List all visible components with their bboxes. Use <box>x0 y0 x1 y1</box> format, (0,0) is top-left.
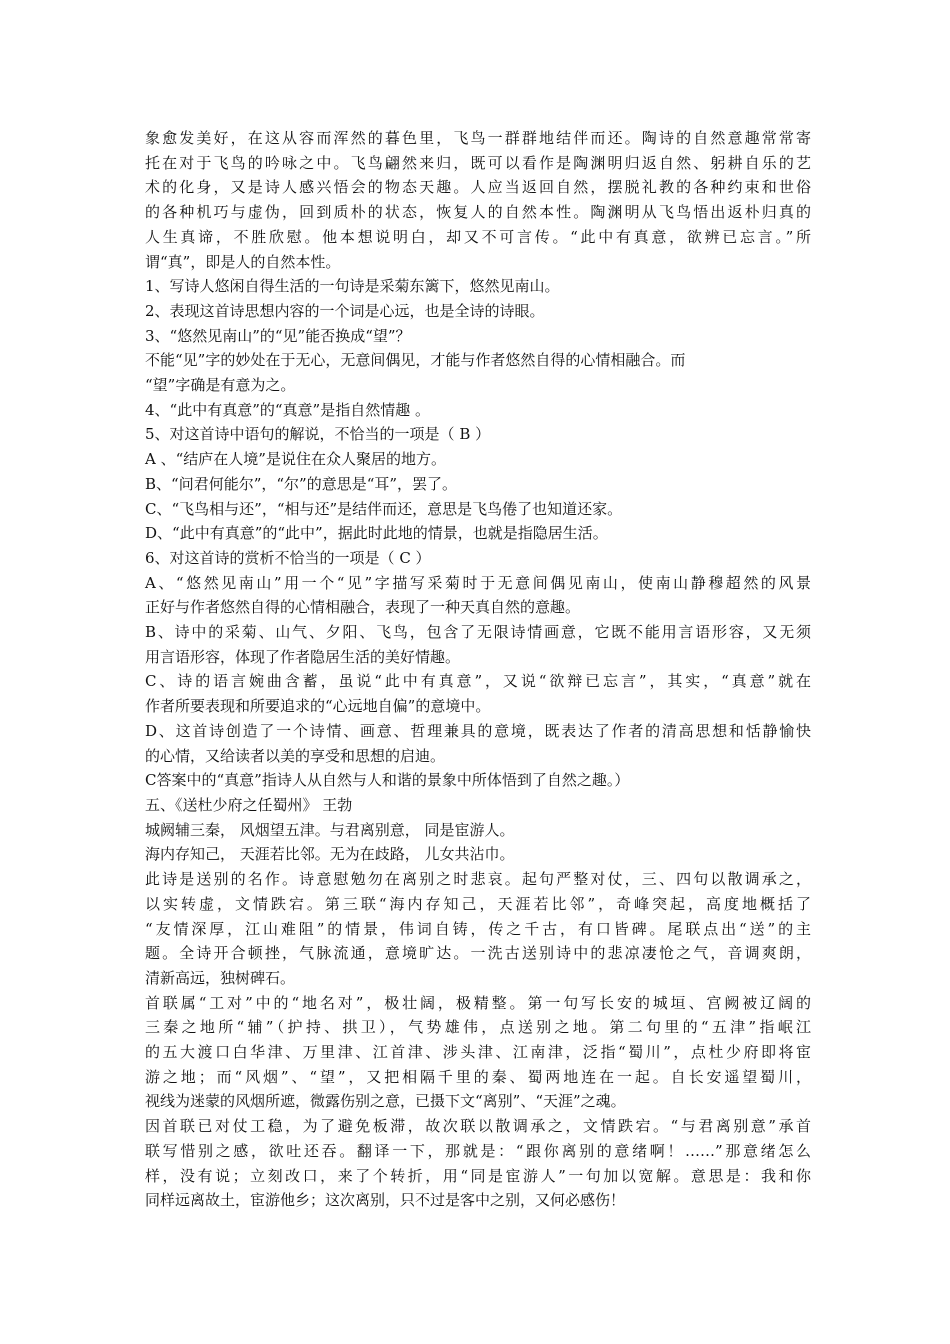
text-line: 五、《送杜少府之任蜀州》 王勃 <box>145 795 353 814</box>
text-line: 因首联已对仗工稳，为了避免板滞，故次联以散调承之，文情跌宕。“与君离别意”承首 <box>145 1117 811 1136</box>
text-line: 城阙辅三秦， 风烟望五津。与君离别意， 同是宦游人。 <box>145 820 515 839</box>
text-line: 1、写诗人悠闲自得生活的一句诗是采菊东篱下，悠然见南山。 <box>145 277 560 296</box>
text-line: 三秦之地所“辅”（护持、拱卫），气势雄伟，点送别之地。第二句里的“五津”指岷江 <box>145 1018 811 1037</box>
text-line: A 、“结庐在人境”是说住在众人聚居的地方。 <box>145 450 446 469</box>
text-line: 视线为迷蒙的风烟所遮，微露伤别之意，已摄下文“离别”、“天涯”之魂。 <box>145 1092 626 1111</box>
text-line: 首联属“工对”中的“地名对”，极壮阔，极精整。第一句写长安的城垣、宫阙被辽阔的 <box>145 993 811 1012</box>
text-line: 5、对这首诗中语句的解说，不恰当的一项是（ B ） <box>145 425 491 444</box>
text-line: 的各种机巧与虚伪，回到质朴的状态，恢复人的自然本性。陶渊明从飞鸟悟出返朴归真的 <box>145 203 811 222</box>
text-line: B、“问君何能尔”，“尔”的意思是“耳”，罢了。 <box>145 474 458 493</box>
text-line: 样，没有说；立刻改口，来了个转折，用“同是宦游人”一句加以宽解。意思是：我和你 <box>145 1166 811 1185</box>
text-line: 不能“见”字的妙处在于无心，无意间偶见，才能与作者悠然自得的心情相融合。而 <box>145 351 686 370</box>
text-line: 的五大渡口白华津、万里津、江首津、涉头津、江南津，泛指“蜀川”，点杜少府即将宦 <box>145 1043 811 1062</box>
text-line: 2、表现这首诗思想内容的一个词是心远，也是全诗的诗眼。 <box>145 301 545 320</box>
text-line: C、诗的语言婉曲含蓄，虽说“此中有真意”，又说“欲辩已忘言”，其实，“真意”就在 <box>145 672 811 691</box>
text-line: A、“悠然见南山”用一个“见”字描写采菊时于无意间偶见南山，使南山静穆超然的风景 <box>145 573 811 592</box>
text-line: 4、“此中有真意”的“真意”是指自然情趣 。 <box>145 400 430 419</box>
text-line: 题。全诗开合顿挫，气脉流通，意境旷达。一洗古送别诗中的悲凉凄怆之气，音调爽朗， <box>145 944 811 963</box>
text-line: 作者所要表现和所要追求的“心远地自偏”的意境中。 <box>145 697 491 716</box>
text-line: D、“此中有真意”的“此中”，据此时此地的情景，也就是指隐居生活。 <box>145 524 608 543</box>
text-line: 6、对这首诗的赏析不恰当的一项是（ C ） <box>145 548 431 567</box>
text-line: 联写惜别之感，欲吐还吞。翻译一下，那就是：“跟你离别的意绪啊！……”那意绪怎么 <box>145 1141 811 1160</box>
text-line: 人生真谛，不胜欣慰。他本想说明白，却又不可言传。“此中有真意，欲辨已忘言。”所 <box>145 227 811 246</box>
text-line: 用言语形容，体现了作者隐居生活的美好情趣。 <box>145 647 461 666</box>
text-line: 海内存知己， 天涯若比邻。无为在歧路， 儿女共沾巾。 <box>145 845 515 864</box>
text-line: 同样远离故土，宦游他乡；这次离别，只不过是客中之别，又何必感伤！ <box>145 1191 626 1210</box>
text-line: 3、“悠然见南山”的“见”能否换成“望”？ <box>145 326 411 345</box>
document-body <box>145 126 811 1213</box>
text-line: 游之地；而“风烟”、“望”，又把相隔千里的秦、蜀两地连在一起。自长安遥望蜀川， <box>145 1067 811 1086</box>
text-line: 正好与作者悠然自得的心情相融合，表现了一种天真自然的意趣。 <box>145 598 581 617</box>
text-line: C答案中的“真意”指诗人从自然与人和谐的景象中所体悟到了自然之趣。） <box>145 771 630 790</box>
text-line: 清新高远，独树碑石。 <box>145 968 296 987</box>
text-line: 以实转虚，文情跌宕。第三联“海内存知己，天涯若比邻”，奇峰突起，高度地概括了 <box>145 894 811 913</box>
text-line: 象愈发美好，在这从容而浑然的暮色里，飞鸟一群群地结伴而还。陶诗的自然意趣常常寄 <box>145 129 811 147</box>
text-line: D、这首诗创造了一个诗情、画意、哲理兼具的意境，既表达了作者的清高思想和恬静愉快 <box>145 721 811 740</box>
text-line: “望”字确是有意为之。 <box>145 376 296 395</box>
text-line: 托在对于飞鸟的吟咏之中。飞鸟翩然来归，既可以看作是陶渊明归返自然、躬耕自乐的艺 <box>145 153 811 172</box>
text-line: 谓“真”，即是人的自然本性。 <box>145 252 341 271</box>
text-line: C、“飞鸟相与还”，“相与还”是结伴而还，意思是飞鸟倦了也知道还家。 <box>145 499 623 518</box>
text-line: 术的化身，又是诗人感兴悟会的物态天趣。人应当返回自然，摆脱礼教的各种约束和世俗 <box>145 178 811 197</box>
text-line: 此诗是送别的名作。诗意慰勉勿在离别之时悲哀。起句严整对仗，三、四句以散调承之， <box>145 870 811 889</box>
text-line: “友情深厚，江山难阻”的情景，伟词自铸，传之千古，有口皆碑。尾联点出“送”的主 <box>145 919 811 938</box>
text-line: 的心情，又给读者以美的享受和思想的启迪。 <box>145 746 446 765</box>
text-line: B、诗中的采菊、山气、夕阳、飞鸟，包含了无限诗情画意，它既不能用言语形容，又无须 <box>145 623 811 642</box>
